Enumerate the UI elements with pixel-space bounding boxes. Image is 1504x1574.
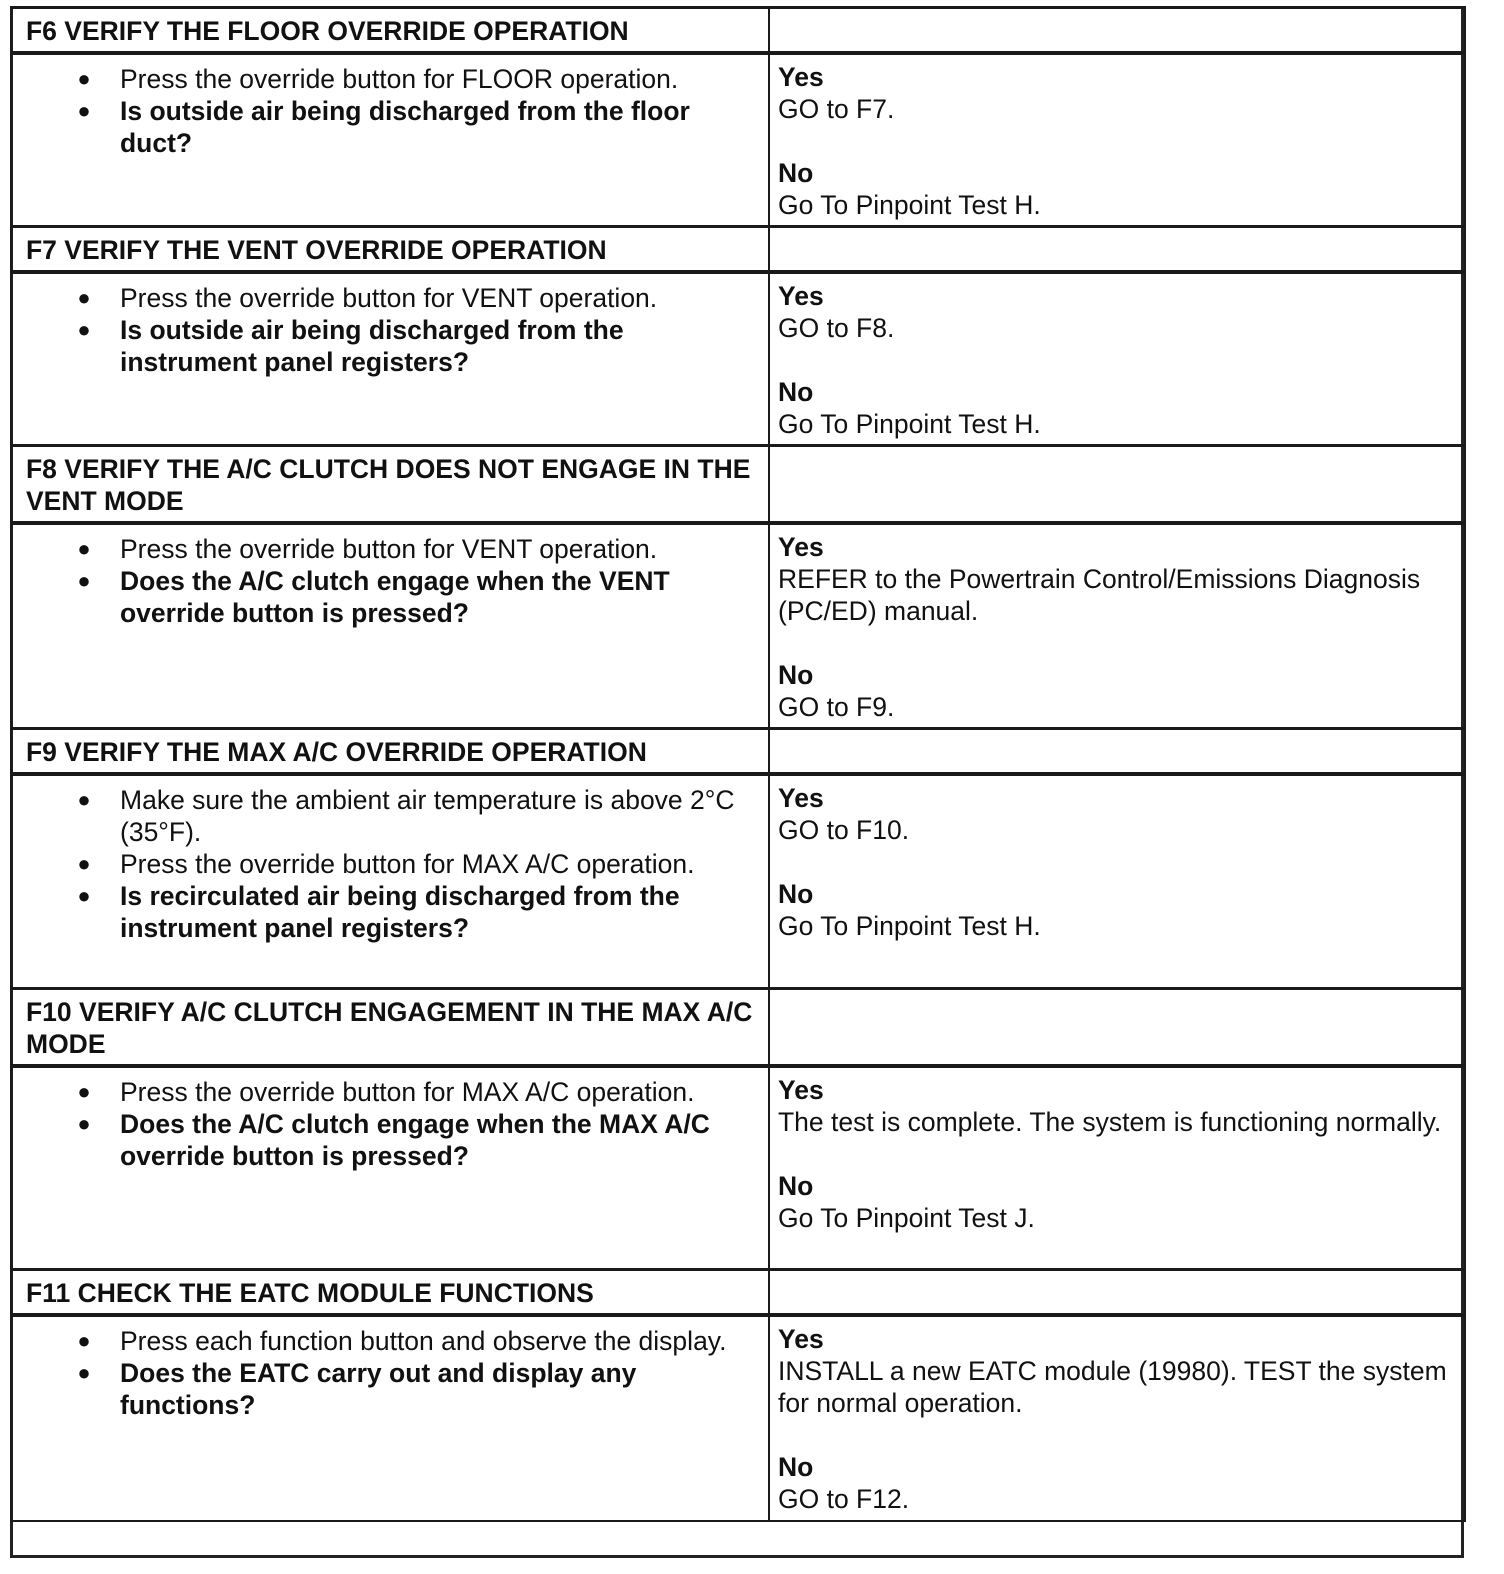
bullet-icon: ● <box>77 1110 91 1136</box>
action-list <box>20 63 758 159</box>
diagnostic-table-body <box>11 8 1465 1522</box>
no-result: GO to F12. <box>778 1484 910 1514</box>
action-text: Is recirculated air being discharged from the instrument panel registers? <box>120 881 680 943</box>
step-header-row <box>11 729 1465 775</box>
step-header-blank <box>769 988 1465 1066</box>
step-title: F9 VERIFY THE MAX A/C OVERRIDE OPERATION <box>11 729 769 775</box>
action-text: Does the A/C clutch engage when the MAX A/C override button is pressed? <box>120 1108 710 1171</box>
action-instruction <box>20 784 758 848</box>
step-title: F6 VERIFY THE FLOOR OVERRIDE OPERATION <box>11 8 769 54</box>
spacer <box>778 1138 1456 1170</box>
action-instruction <box>20 282 758 314</box>
no-result: GO to F9. <box>778 692 895 722</box>
action-text: Does the EATC carry out and display any functions? <box>120 1358 637 1420</box>
action-text: Press the override button for MAX A/C operation. <box>120 849 695 879</box>
step-title: F7 VERIFY THE VENT OVERRIDE OPERATION <box>11 227 769 273</box>
action-question <box>20 95 758 159</box>
step-results-cell <box>769 523 1465 729</box>
step-results-cell <box>769 1066 1465 1270</box>
bullet-icon: ● <box>77 285 91 310</box>
step-header-row <box>11 1270 1465 1316</box>
spacer <box>778 344 1456 376</box>
action-question <box>20 314 758 378</box>
step-body-row <box>11 1315 1465 1521</box>
bullet-icon: ● <box>77 66 91 91</box>
yes-result: The test is complete. The system is functioning normally. <box>778 1106 1442 1137</box>
action-text: Press each function button and observe the display. <box>120 1326 727 1356</box>
spacer <box>778 627 1456 659</box>
yes-label: Yes <box>778 1324 824 1354</box>
spacer <box>778 846 1456 878</box>
action-text: Press the override button for VENT operation. <box>120 534 658 564</box>
action-instruction <box>20 533 758 565</box>
step-header-row <box>11 446 1465 524</box>
spacer <box>778 1419 1456 1451</box>
action-instruction <box>20 848 758 880</box>
action-question <box>20 1108 758 1172</box>
no-result: Go To Pinpoint Test H. <box>778 409 1041 439</box>
action-list <box>20 282 758 378</box>
action-text: Does the A/C clutch engage when the VENT override button is pressed? <box>120 566 670 628</box>
bullet-icon: ● <box>77 851 91 876</box>
step-actions-cell <box>11 1315 769 1521</box>
step-title: F11 CHECK THE EATC MODULE FUNCTIONS <box>11 1270 769 1316</box>
action-list <box>20 1076 758 1172</box>
step-actions-cell <box>11 53 769 227</box>
action-instruction <box>20 63 758 95</box>
action-instruction <box>20 1325 758 1357</box>
step-title: F10 VERIFY A/C CLUTCH ENGAGEMENT IN THE MAX A/C MODE <box>11 988 769 1066</box>
step-header-row <box>11 988 1465 1066</box>
bullet-icon: ● <box>77 1328 91 1353</box>
action-text: Is outside air being discharged from the instrument panel registers? <box>120 315 624 377</box>
step-actions-cell <box>11 523 769 729</box>
bullet-icon: ● <box>77 568 91 593</box>
yes-result: INSTALL a new EATC module (19980). TEST the system for normal operation. <box>778 1356 1447 1418</box>
no-label: No <box>778 1170 814 1201</box>
bullet-icon: ● <box>77 536 91 561</box>
step-results-cell <box>769 53 1465 227</box>
yes-label: Yes <box>778 783 824 813</box>
action-list <box>20 1325 758 1421</box>
bullet-icon: ● <box>77 1360 91 1385</box>
no-label: No <box>778 158 814 188</box>
step-results-cell <box>769 774 1465 988</box>
step-body-row <box>11 1066 1465 1270</box>
step-header-blank <box>769 8 1465 54</box>
action-text: Press the override button for VENT operation. <box>120 283 658 313</box>
step-header-blank <box>769 1270 1465 1316</box>
step-body-row <box>11 53 1465 227</box>
step-results-cell <box>769 1315 1465 1521</box>
step-body-row <box>11 272 1465 446</box>
no-label: No <box>778 660 814 690</box>
yes-result: GO to F10. <box>778 815 910 845</box>
step-body-row <box>11 774 1465 988</box>
action-question <box>20 565 758 629</box>
bullet-icon: ● <box>77 787 91 812</box>
step-results-cell <box>769 272 1465 446</box>
no-label: No <box>778 879 814 909</box>
bullet-icon: ● <box>77 317 91 342</box>
yes-label: Yes <box>778 281 824 311</box>
yes-result: REFER to the Powertrain Control/Emissions Diagnosis (PC/ED) manual. <box>778 564 1421 626</box>
spacer <box>778 125 1456 157</box>
diagnostic-table <box>10 6 1466 1522</box>
step-header-row <box>11 227 1465 273</box>
no-label: No <box>778 377 814 407</box>
yes-result: GO to F7. <box>778 94 895 124</box>
no-label: No <box>778 1452 814 1482</box>
step-header-blank <box>769 729 1465 775</box>
yes-label: Yes <box>778 62 824 92</box>
yes-label: Yes <box>778 532 824 562</box>
yes-label: Yes <box>778 1074 824 1105</box>
action-list <box>20 784 758 944</box>
step-actions-cell <box>11 1066 769 1270</box>
bullet-icon: ● <box>77 98 91 123</box>
action-question <box>20 880 758 944</box>
yes-result: GO to F8. <box>778 313 895 343</box>
action-text: Press the override button for FLOOR operation. <box>120 64 679 94</box>
action-text: Make sure the ambient air temperature is above 2°C (35°F). <box>120 785 735 847</box>
action-question <box>20 1357 758 1421</box>
step-actions-cell <box>11 272 769 446</box>
action-text: Is outside air being discharged from the floor duct? <box>120 96 690 158</box>
no-result: Go To Pinpoint Test J. <box>778 1202 1035 1233</box>
no-result: Go To Pinpoint Test H. <box>778 190 1041 220</box>
step-actions-cell <box>11 774 769 988</box>
action-instruction <box>20 1076 758 1108</box>
step-title: F8 VERIFY THE A/C CLUTCH DOES NOT ENGAGE IN THE VENT MODE <box>11 446 769 524</box>
step-body-row <box>11 523 1465 729</box>
action-text: Press the override button for MAX A/C operation. <box>120 1076 695 1107</box>
bullet-icon: ● <box>77 1078 91 1104</box>
bullet-icon: ● <box>77 883 91 908</box>
step-header-blank <box>769 227 1465 273</box>
action-list <box>20 533 758 629</box>
step-header-row <box>11 8 1465 54</box>
step-header-blank <box>769 446 1465 524</box>
no-result: Go To Pinpoint Test H. <box>778 911 1041 941</box>
